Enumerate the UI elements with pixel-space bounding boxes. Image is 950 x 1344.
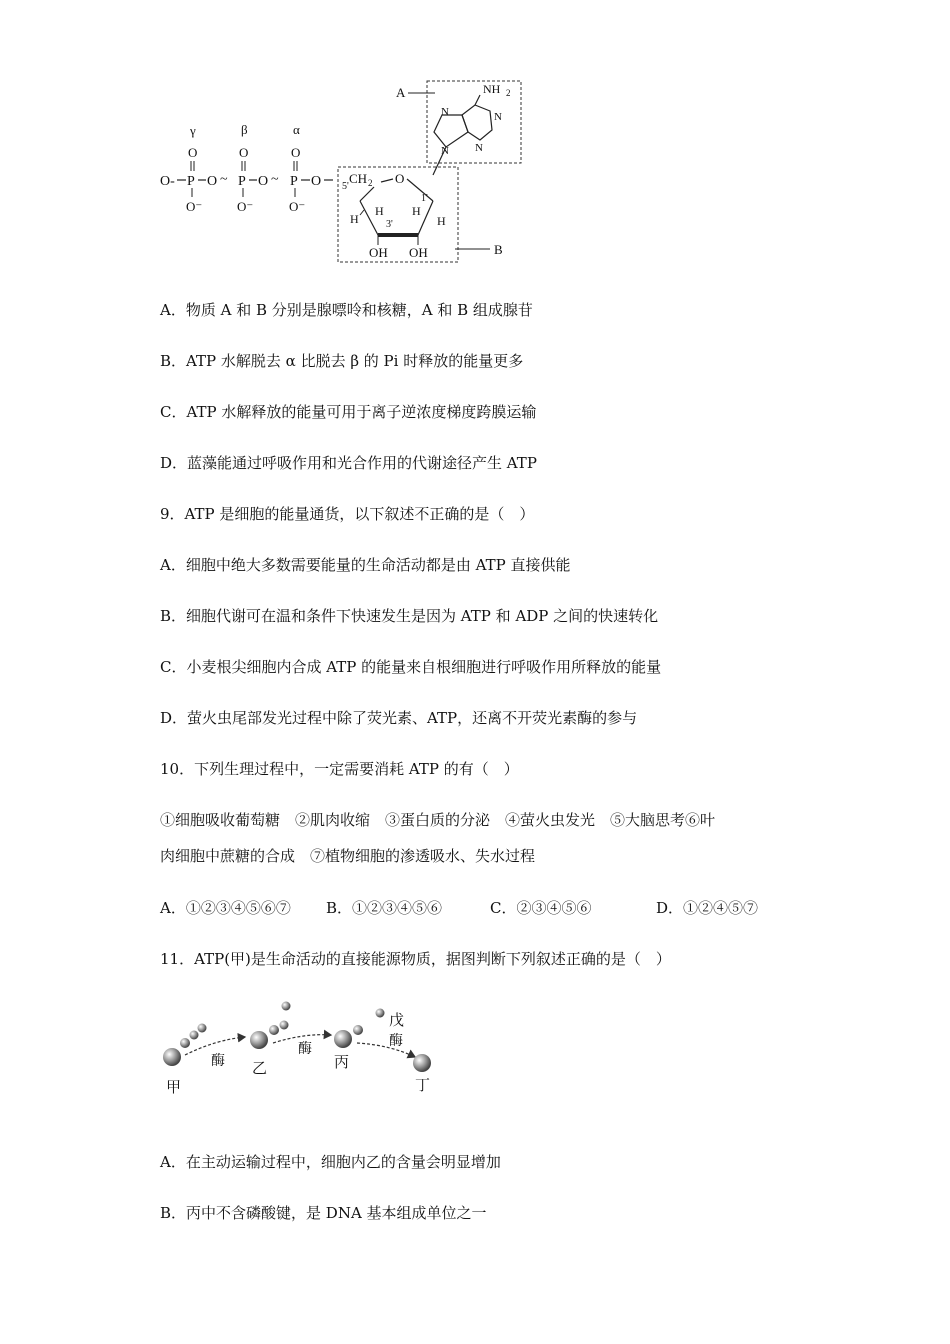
label-ding: 丁 — [415, 1078, 431, 1094]
adenine-nitrogen: N — [441, 145, 449, 157]
label-enzyme-1: 酶 — [211, 1054, 225, 1069]
label-yi: 乙 — [252, 1061, 268, 1077]
q8-option-d: D．蓝藻能通过呼吸作用和光合作用的代谢途径产生 ATP — [160, 454, 537, 472]
label-enzyme-3: 酶 — [389, 1034, 403, 1049]
q11-option-b: B．丙中不含磷酸键，是 DNA 基本组成单位之一 — [160, 1204, 487, 1222]
ribose-hydrogen: H — [350, 212, 359, 226]
q9-option-b: B．细胞代谢可在温和条件下快速发生是因为 ATP 和 ADP 之间的快速转化 — [160, 607, 659, 625]
phosphate-ball — [180, 1038, 190, 1048]
phosphate-beta: P — [238, 174, 246, 189]
phosphate-alpha: P — [290, 174, 298, 189]
ribose-ch2-subscript: 2 — [368, 178, 373, 188]
adenine-nitrogen: N — [441, 106, 449, 118]
phosphate-ball — [198, 1024, 207, 1033]
label-jia: 甲 — [166, 1080, 182, 1096]
ribose-ring-oxygen: O — [395, 171, 405, 186]
q8-option-c: C．ATP 水解释放的能量可用于离子逆浓度梯度跨膜运输 — [160, 403, 537, 421]
q10-option-d: D．①②④⑤⑦ — [656, 899, 759, 917]
q11-stem: 11．ATP(甲)是生命活动的直接能源物质，据图判断下列叙述正确的是（ ） — [160, 950, 671, 968]
adenine-amino-group: NH — [483, 82, 501, 96]
label-bing: 丙 — [334, 1055, 350, 1071]
label-enzyme-2: 酶 — [298, 1042, 312, 1057]
phosphoryl-oxygen: O — [188, 145, 198, 160]
high-energy-bond: ~ — [271, 172, 279, 187]
label-gamma: γ — [190, 123, 196, 138]
q10-option-a: A．①②③④⑤⑥⑦ — [160, 899, 291, 917]
label-B: B — [494, 242, 503, 257]
released-phosphate-ball — [376, 1009, 385, 1018]
oxygen-anion: O⁻ — [237, 199, 254, 214]
phosphate-ball — [280, 1021, 289, 1030]
bridge-oxygen: O — [258, 174, 269, 189]
ribose-carbon-1: 1' — [421, 193, 428, 204]
bridge-oxygen: O — [207, 174, 218, 189]
ribose-carbon-5: 5' — [342, 181, 349, 192]
adenine-nitrogen: N — [494, 111, 502, 123]
ribose-hydroxyl: OH — [369, 245, 388, 260]
label-beta: β — [241, 122, 248, 137]
label-A: A — [396, 85, 406, 100]
ribose-ch2: CH — [349, 171, 368, 186]
atp-structure-diagram — [150, 75, 530, 270]
adenine-amino-subscript: 2 — [506, 88, 511, 98]
q8-option-a: A．物质 A 和 B 分别是腺嘌呤和核糖，A 和 B 组成腺苷 — [160, 301, 533, 319]
atp-hydrolysis-diagram — [155, 995, 455, 1100]
adenosine-ball-bing — [334, 1030, 352, 1048]
q10-items-line1: ①细胞吸收葡萄糖 ②肌肉收缩 ③蛋白质的分泌 ④萤火虫发光 ⑤大脑思考⑥叶 — [160, 811, 716, 829]
adenosine-ball-yi — [250, 1031, 268, 1049]
label-alpha: α — [293, 122, 300, 137]
phosphate-ball — [190, 1031, 199, 1040]
q8-option-b: B．ATP 水解脱去 α 比脱去 β 的 Pi 时释放的能量更多 — [160, 352, 524, 370]
q11-option-a: A．在主动运输过程中，细胞内乙的含量会明显增加 — [160, 1153, 501, 1171]
q9-stem: 9．ATP 是细胞的能量通货，以下叙述不正确的是（ ） — [160, 505, 535, 523]
phosphate-gamma: P — [187, 174, 195, 189]
q10-option-b: B．①②③④⑤⑥ — [326, 899, 443, 917]
adenosine-ball-ding — [413, 1054, 431, 1072]
ribose-carbon-3: 3' — [386, 219, 393, 230]
q10-items-line2: 肉细胞中蔗糖的合成 ⑦植物细胞的渗透吸水、失水过程 — [160, 847, 536, 865]
adenosine-ball-jia — [163, 1048, 181, 1066]
bridge-oxygen: O — [311, 174, 322, 189]
phosphate-ball — [353, 1025, 363, 1035]
ribose-hydrogen: H — [437, 214, 446, 228]
terminal-oxygen: O- — [160, 174, 175, 189]
label-wu: 戊 — [389, 1013, 405, 1029]
oxygen-anion: O⁻ — [289, 199, 306, 214]
ribose-hydroxyl: OH — [409, 245, 428, 260]
q10-option-c: C．②③④⑤⑥ — [490, 899, 592, 917]
q10-stem: 10．下列生理过程中，一定需要消耗 ATP 的有（ ） — [160, 760, 519, 778]
q9-option-c: C．小麦根尖细胞内合成 ATP 的能量来自根细胞进行呼吸作用所释放的能量 — [160, 658, 662, 676]
ribose-hydrogen: H — [412, 204, 421, 218]
high-energy-bond: ~ — [220, 172, 228, 187]
q9-option-a: A．细胞中绝大多数需要能量的生命活动都是由 ATP 直接供能 — [160, 556, 571, 574]
phosphate-ball — [269, 1025, 279, 1035]
phosphoryl-oxygen: O — [291, 145, 301, 160]
oxygen-anion: O⁻ — [186, 199, 203, 214]
adenine-nitrogen: N — [475, 142, 483, 154]
q9-option-d: D．萤火虫尾部发光过程中除了荧光素、ATP，还离不开荧光素酶的参与 — [160, 709, 638, 727]
phosphoryl-oxygen: O — [239, 145, 249, 160]
ribose-hydrogen: H — [375, 204, 384, 218]
released-phosphate-ball — [282, 1002, 291, 1011]
